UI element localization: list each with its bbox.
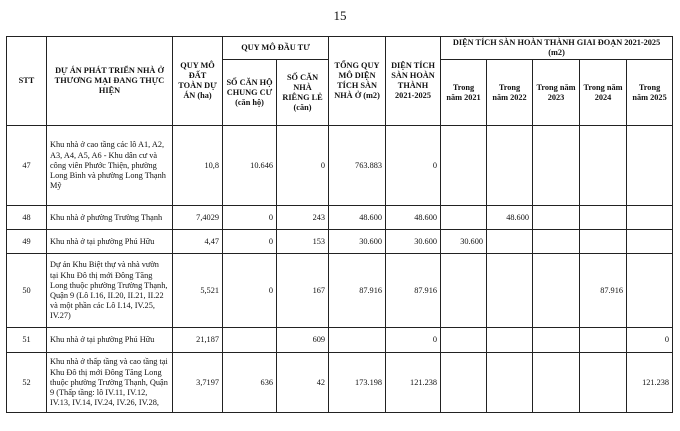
cell-year-2022 [487, 254, 533, 328]
cell-completed-floor: 121.238 [386, 353, 441, 413]
header-houses: SỐ CĂN NHÀ RIÊNG LẺ (căn) [277, 60, 329, 126]
cell-stt: 52 [7, 353, 47, 413]
cell-year-2024 [580, 230, 627, 254]
cell-year-2022 [487, 353, 533, 413]
cell-year-2023 [533, 126, 580, 206]
header-project: DỰ ÁN PHÁT TRIỂN NHÀ Ở THƯƠNG MẠI ĐANG THỰC HIỆN [47, 37, 173, 126]
cell-stt: 50 [7, 254, 47, 328]
cell-year-2025 [627, 206, 673, 230]
cell-year-2024 [580, 206, 627, 230]
cell-area: 3,7197 [173, 353, 223, 413]
cell-project-name: Khu nhà ở tại phường Phú Hữu [47, 230, 173, 254]
cell-year-2022 [487, 328, 533, 353]
cell-project-name: Khu nhà ở tại phường Phú Hữu [47, 328, 173, 353]
cell-year-2021 [441, 126, 487, 206]
header-period: DIỆN TÍCH SÀN HOÀN THÀNH GIAI ĐOẠN 2021-2025 (m2) [441, 37, 673, 60]
table-row [7, 254, 673, 328]
cell-project-name: Dự án Khu Biệt thự và nhà vườn tại Khu Đô thị mới Đông Tăng Long thuộc phường Trường Thạnh, Quận 9 (Lô I.16, II.20, II.21, II.22 và một phần các Lô I.14, IV.25, IV.27) [47, 254, 173, 328]
cell-area: 5,521 [173, 254, 223, 328]
cell-houses: 243 [277, 206, 329, 230]
cell-total-floor: 173.198 [329, 353, 386, 413]
cell-total-floor: 48.600 [329, 206, 386, 230]
cell-project-name: Khu nhà ở phường Trường Thạnh [47, 206, 173, 230]
cell-completed-floor: 0 [386, 328, 441, 353]
cell-year-2022 [487, 126, 533, 206]
cell-year-2022: 48.600 [487, 206, 533, 230]
cell-houses: 0 [277, 126, 329, 206]
cell-project-name: Khu nhà ở thấp tầng và cao tầng tại Khu Đô thị mới Đông Tăng Long thuộc phường Trường Thạnh, Quận 9 (Thấp tầng: lô IV.11, IV.12, IV.13, IV.14, IV.24, IV.26, IV.28, [47, 353, 173, 413]
cell-houses: 167 [277, 254, 329, 328]
cell-total-floor: 763.883 [329, 126, 386, 206]
header-investment: QUY MÔ ĐẦU TƯ [223, 37, 329, 60]
cell-area: 4,47 [173, 230, 223, 254]
cell-year-2023 [533, 328, 580, 353]
cell-completed-floor: 87.916 [386, 254, 441, 328]
header-year-2022: Trong năm 2022 [487, 60, 533, 126]
cell-total-floor [329, 328, 386, 353]
cell-houses: 609 [277, 328, 329, 353]
cell-stt: 51 [7, 328, 47, 353]
table-row [7, 230, 673, 254]
header-completed-floor: DIỆN TÍCH SÀN HOÀN THÀNH 2021-2025 [386, 37, 441, 126]
cell-houses: 42 [277, 353, 329, 413]
cell-year-2021 [441, 353, 487, 413]
cell-houses: 153 [277, 230, 329, 254]
cell-area: 21,187 [173, 328, 223, 353]
cell-year-2021: 30.600 [441, 230, 487, 254]
cell-stt: 49 [7, 230, 47, 254]
table-row [7, 353, 673, 413]
cell-apartments: 10.646 [223, 126, 277, 206]
cell-area: 7,4029 [173, 206, 223, 230]
housing-projects-table [6, 36, 673, 413]
cell-year-2024 [580, 353, 627, 413]
page-number: 15 [333, 8, 347, 23]
table-row [7, 328, 673, 353]
cell-year-2021 [441, 206, 487, 230]
cell-year-2024 [580, 328, 627, 353]
header-stt: STT [7, 37, 47, 126]
cell-year-2023 [533, 254, 580, 328]
cell-stt: 48 [7, 206, 47, 230]
cell-year-2022 [487, 230, 533, 254]
cell-total-floor: 30.600 [329, 230, 386, 254]
cell-year-2025 [627, 254, 673, 328]
header-total-floor: TỔNG QUY MÔ DIỆN TÍCH SÀN NHÀ Ở (m2) [329, 37, 386, 126]
header-apartments: SỐ CĂN HỘ CHUNG CƯ (căn hộ) [223, 60, 277, 126]
cell-apartments [223, 328, 277, 353]
cell-project-name: Khu nhà ở cao tầng các lô A1, A2, A3, A4, A5, A6 - Khu dân cư và công viên Phước Thiện, phường Long Bình và phường Long Thạnh Mỹ [47, 126, 173, 206]
cell-completed-floor: 30.600 [386, 230, 441, 254]
cell-apartments: 0 [223, 206, 277, 230]
cell-year-2023 [533, 353, 580, 413]
cell-year-2025 [627, 230, 673, 254]
cell-apartments: 636 [223, 353, 277, 413]
header-year-2024: Trong năm 2024 [580, 60, 627, 126]
header-area: QUY MÔ ĐẤT TOÀN DỰ ÁN (ha) [173, 37, 223, 126]
cell-year-2024: 87.916 [580, 254, 627, 328]
header-year-2023: Trong năm 2023 [533, 60, 580, 126]
table-row [7, 126, 673, 206]
cell-year-2021 [441, 254, 487, 328]
table-row [7, 206, 673, 230]
cell-apartments: 0 [223, 254, 277, 328]
cell-completed-floor: 0 [386, 126, 441, 206]
cell-stt: 47 [7, 126, 47, 206]
cell-year-2023 [533, 230, 580, 254]
cell-year-2025: 121.238 [627, 353, 673, 413]
cell-year-2023 [533, 206, 580, 230]
cell-apartments: 0 [223, 230, 277, 254]
header-year-2025: Trong năm 2025 [627, 60, 673, 126]
cell-year-2025: 0 [627, 328, 673, 353]
cell-area: 10,8 [173, 126, 223, 206]
cell-year-2025 [627, 126, 673, 206]
cell-year-2024 [580, 126, 627, 206]
cell-total-floor: 87.916 [329, 254, 386, 328]
header-year-2021: Trong năm 2021 [441, 60, 487, 126]
cell-year-2021 [441, 328, 487, 353]
cell-completed-floor: 48.600 [386, 206, 441, 230]
